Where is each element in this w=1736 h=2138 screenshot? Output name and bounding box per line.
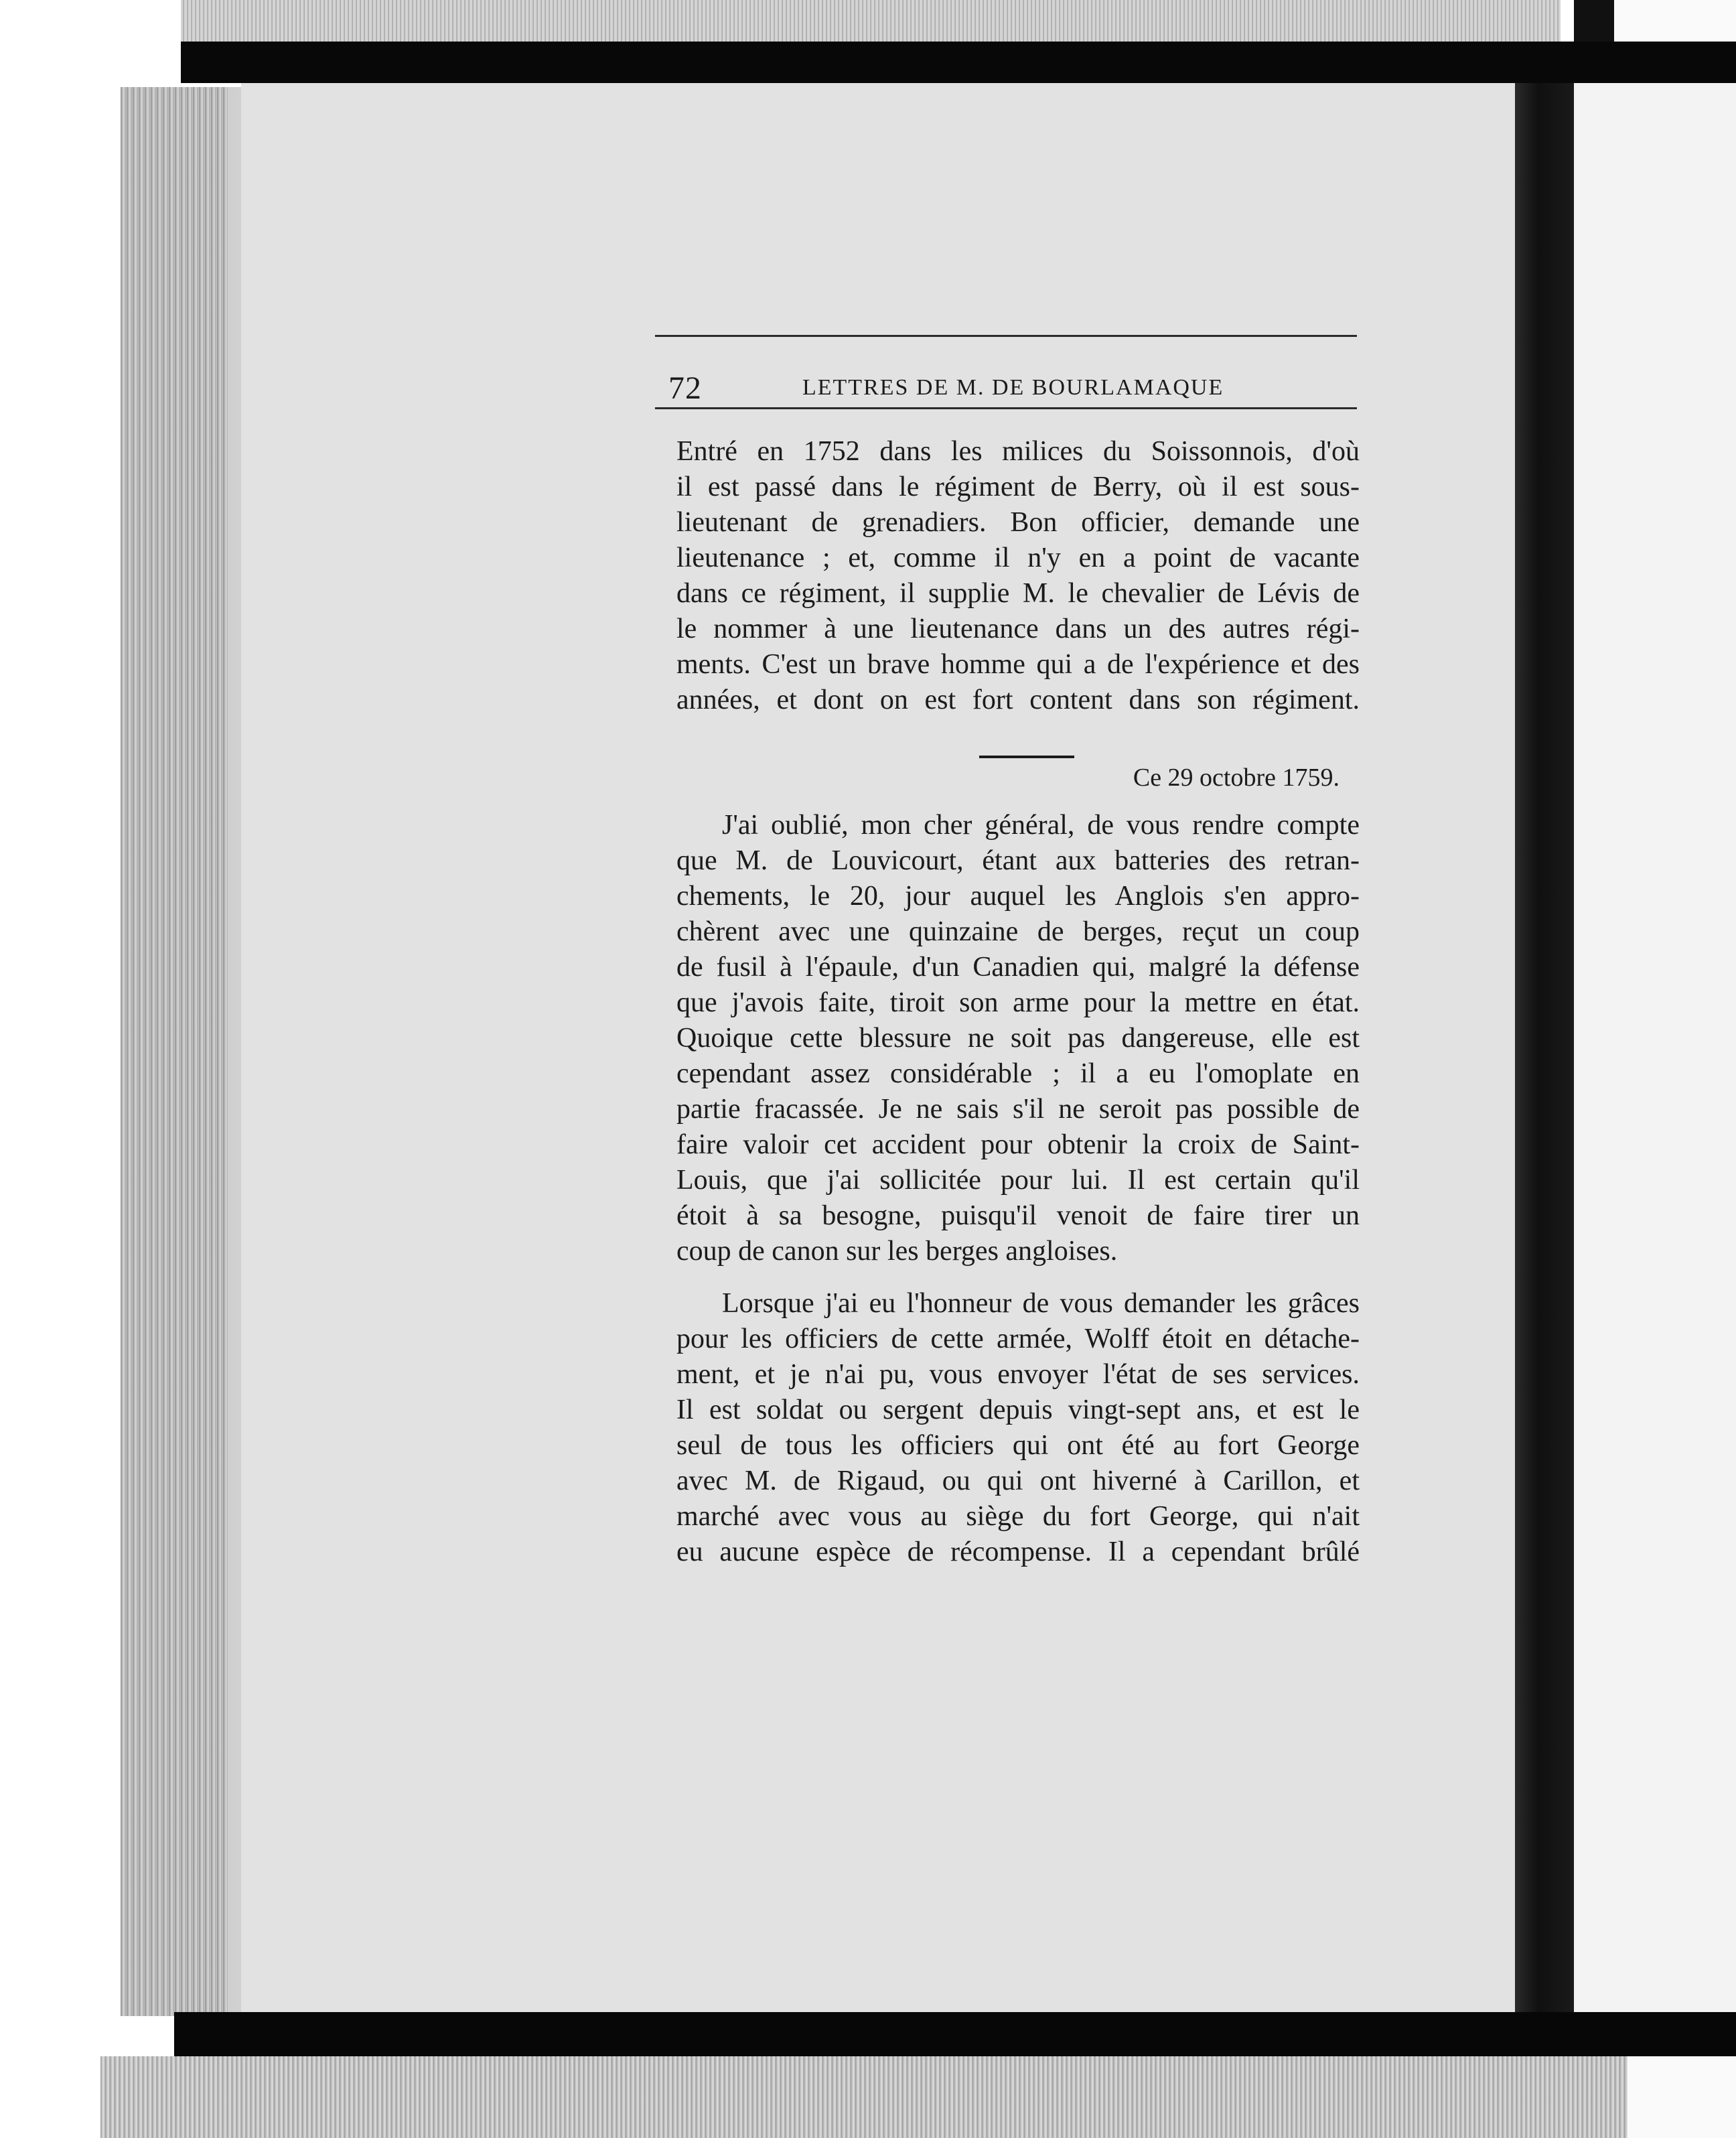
- text-line: Il est soldat ou sergent depuis vingt-sept ans, et est le: [676, 1395, 1360, 1425]
- text-line: il est passé dans le régiment de Berry, où il est sous-: [676, 472, 1360, 502]
- text-line: ments. C'est un brave homme qui a de l'expérience et des: [676, 649, 1360, 680]
- text-line: années, et dont on est fort content dans son régiment.: [676, 685, 1360, 715]
- text-line: chèrent avec une quinzaine de berges, reçut un coup: [676, 916, 1360, 947]
- text-line: coup de canon sur les berges angloises.: [676, 1236, 1118, 1267]
- text-line: J'ai oublié, mon cher général, de vous rendre compte: [722, 810, 1360, 841]
- scan-top-right-edge: [1574, 0, 1614, 42]
- letter-dateline: Ce 29 octobre 1759.: [1133, 764, 1340, 792]
- text-line: Louis, que j'ai sollicitée pour lui. Il est certain qu'il: [676, 1165, 1360, 1196]
- text-line: lieutenant de grenadiers. Bon officier, demande une: [676, 507, 1360, 538]
- scan-bottom-edge: [100, 2056, 1628, 2138]
- text-line: avec M. de Rigaud, ou qui ont hiverné à Carillon, et: [676, 1466, 1360, 1496]
- text-line: que M. de Louvicourt, étant aux batteries des retran-: [676, 845, 1360, 876]
- paragraph-1: [676, 434, 1360, 718]
- text-line: Quoique cette blessure ne soit pas dangereuse, elle est: [676, 1023, 1360, 1054]
- book-gutter: [1515, 83, 1574, 2012]
- text-line: dans ce régiment, il supplie M. le chevalier de Lévis de: [676, 578, 1360, 609]
- letter-separator: [979, 756, 1074, 758]
- paragraph-3: [676, 1286, 1360, 1570]
- text-line: seul de tous les officiers qui ont été au fort George: [676, 1430, 1360, 1461]
- text-line: que j'avois faite, tiroit son arme pour la mettre en état.: [676, 987, 1360, 1018]
- scan-top-edge: [181, 0, 1561, 42]
- text-line: Lorsque j'ai eu l'honneur de vous demander les grâces: [722, 1288, 1360, 1319]
- text-line: étoit à sa besogne, puisqu'il venoit de faire tirer un: [676, 1200, 1360, 1231]
- scan-bottom-border: [174, 2012, 1736, 2056]
- scan-bottom-right-margin: [1628, 2056, 1736, 2138]
- text-line: cependant assez considérable ; il a eu l'omoplate en: [676, 1058, 1360, 1089]
- text-line: de fusil à l'épaule, d'un Canadien qui, malgré la défense: [676, 952, 1360, 983]
- header-rule-bottom: [655, 407, 1357, 409]
- text-line: chements, le 20, jour auquel les Anglois s'en appro-: [676, 881, 1360, 912]
- text-line: partie fracassée. Je ne sais s'il ne seroit pas possible de: [676, 1094, 1360, 1125]
- paragraph-2: [676, 808, 1360, 1269]
- running-head: LETTRES DE M. DE BOURLAMAQUE: [802, 375, 1224, 400]
- book-page-edges: [121, 87, 241, 2016]
- facing-page: [1574, 83, 1736, 2012]
- header-rule-top: [655, 335, 1357, 337]
- scan-top-right-margin: [1614, 0, 1736, 42]
- text-line: eu aucune espèce de récompense. Il a cependant brûlé: [676, 1537, 1360, 1567]
- text-line: marché avec vous au siège du fort George, qui n'ait: [676, 1501, 1360, 1532]
- page-number: 72: [668, 370, 702, 406]
- text-line: lieutenance ; et, comme il n'y en a point de vacante: [676, 543, 1360, 573]
- text-line: Entré en 1752 dans les milices du Soissonnois, d'où: [676, 436, 1360, 467]
- text-line: ment, et je n'ai pu, vous envoyer l'état de ses services.: [676, 1359, 1360, 1390]
- scan-top-border: [181, 42, 1736, 83]
- text-line: le nommer à une lieutenance dans un des autres régi-: [676, 614, 1360, 644]
- text-line: faire valoir cet accident pour obtenir la croix de Saint-: [676, 1129, 1360, 1160]
- text-line: pour les officiers de cette armée, Wolff étoit en détache-: [676, 1324, 1360, 1354]
